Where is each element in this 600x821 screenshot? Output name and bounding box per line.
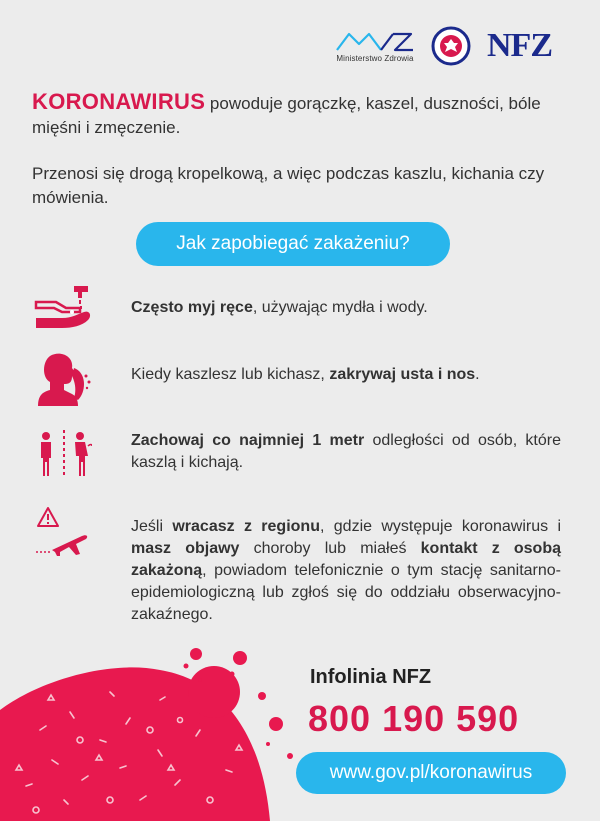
hand-washing-icon — [34, 284, 94, 330]
state-sanitary-seal-icon — [431, 26, 471, 66]
tip-wash-bold: Często myj ręce — [131, 299, 253, 316]
tip-travel-b3: kontakt z osobą zakażoną — [131, 540, 562, 579]
cough-cover-icon — [36, 350, 92, 406]
tip-travel-t2: , gdzie występuje koronawirus i — [319, 518, 562, 535]
nfz-logo: NFZ — [487, 27, 552, 64]
intro-paragraph — [32, 90, 562, 140]
tip-travel-t3: choroby lub miałeś — [239, 540, 421, 557]
tip-distance-text: odległości od osób, które kaszlą i kichają. — [131, 432, 561, 471]
tip-keep-distance — [131, 430, 561, 474]
tip-cover-mouth — [131, 364, 561, 386]
transmission-paragraph: Przenosi się drogą kropelkową, a więc podczas kaszlu, kichania czy mówienia. — [32, 164, 545, 207]
tip-cover-text: Kiedy kaszlesz lub kichasz, — [131, 366, 330, 383]
ministry-label: Ministerstwo Zdrowia — [336, 53, 414, 63]
keyword-koronawirus: KORONAWIRUS — [32, 89, 206, 114]
header-logos — [335, 26, 552, 66]
hotline-number[interactable]: 800 190 590 — [308, 698, 520, 739]
tip-travel-t1: Jeśli — [131, 518, 173, 535]
warning-icon — [36, 506, 60, 528]
tip-cover-bold: zakrywaj usta i nos — [329, 366, 476, 383]
tip-travel-b2: masz objawy — [131, 540, 240, 557]
tip-travel-t4: , powiadom telefonicznie o tym stację sanitarno-epidemiologiczną lub zgłoś się do oddziału obserwacyjno-zakaźnego. — [131, 562, 561, 623]
hotline-label: Infolinia NFZ — [310, 666, 432, 688]
prevention-heading: Jak zapobiegać zakażeniu? — [136, 222, 450, 266]
tip-wash-hands — [131, 297, 561, 319]
intro-symptoms: powoduje gorączkę, kaszel, duszności, bóle mięśni i zmęczenie. — [32, 94, 541, 137]
tip-distance-bold: Zachowaj co najmniej 1 metr — [131, 432, 365, 449]
tip-travel-b1: wracasz z regionu — [172, 518, 320, 535]
ministry-logo-icon — [335, 30, 415, 52]
tip-wash-text: , używając mydła i wody. — [252, 299, 428, 316]
website-link[interactable]: www.gov.pl/koronawirus — [296, 752, 566, 794]
virus-decoration — [0, 600, 300, 821]
airplane-icon — [36, 530, 90, 558]
distance-icon — [36, 428, 92, 478]
tip-cover-end: . — [475, 366, 480, 383]
ministry-logo — [335, 30, 415, 63]
